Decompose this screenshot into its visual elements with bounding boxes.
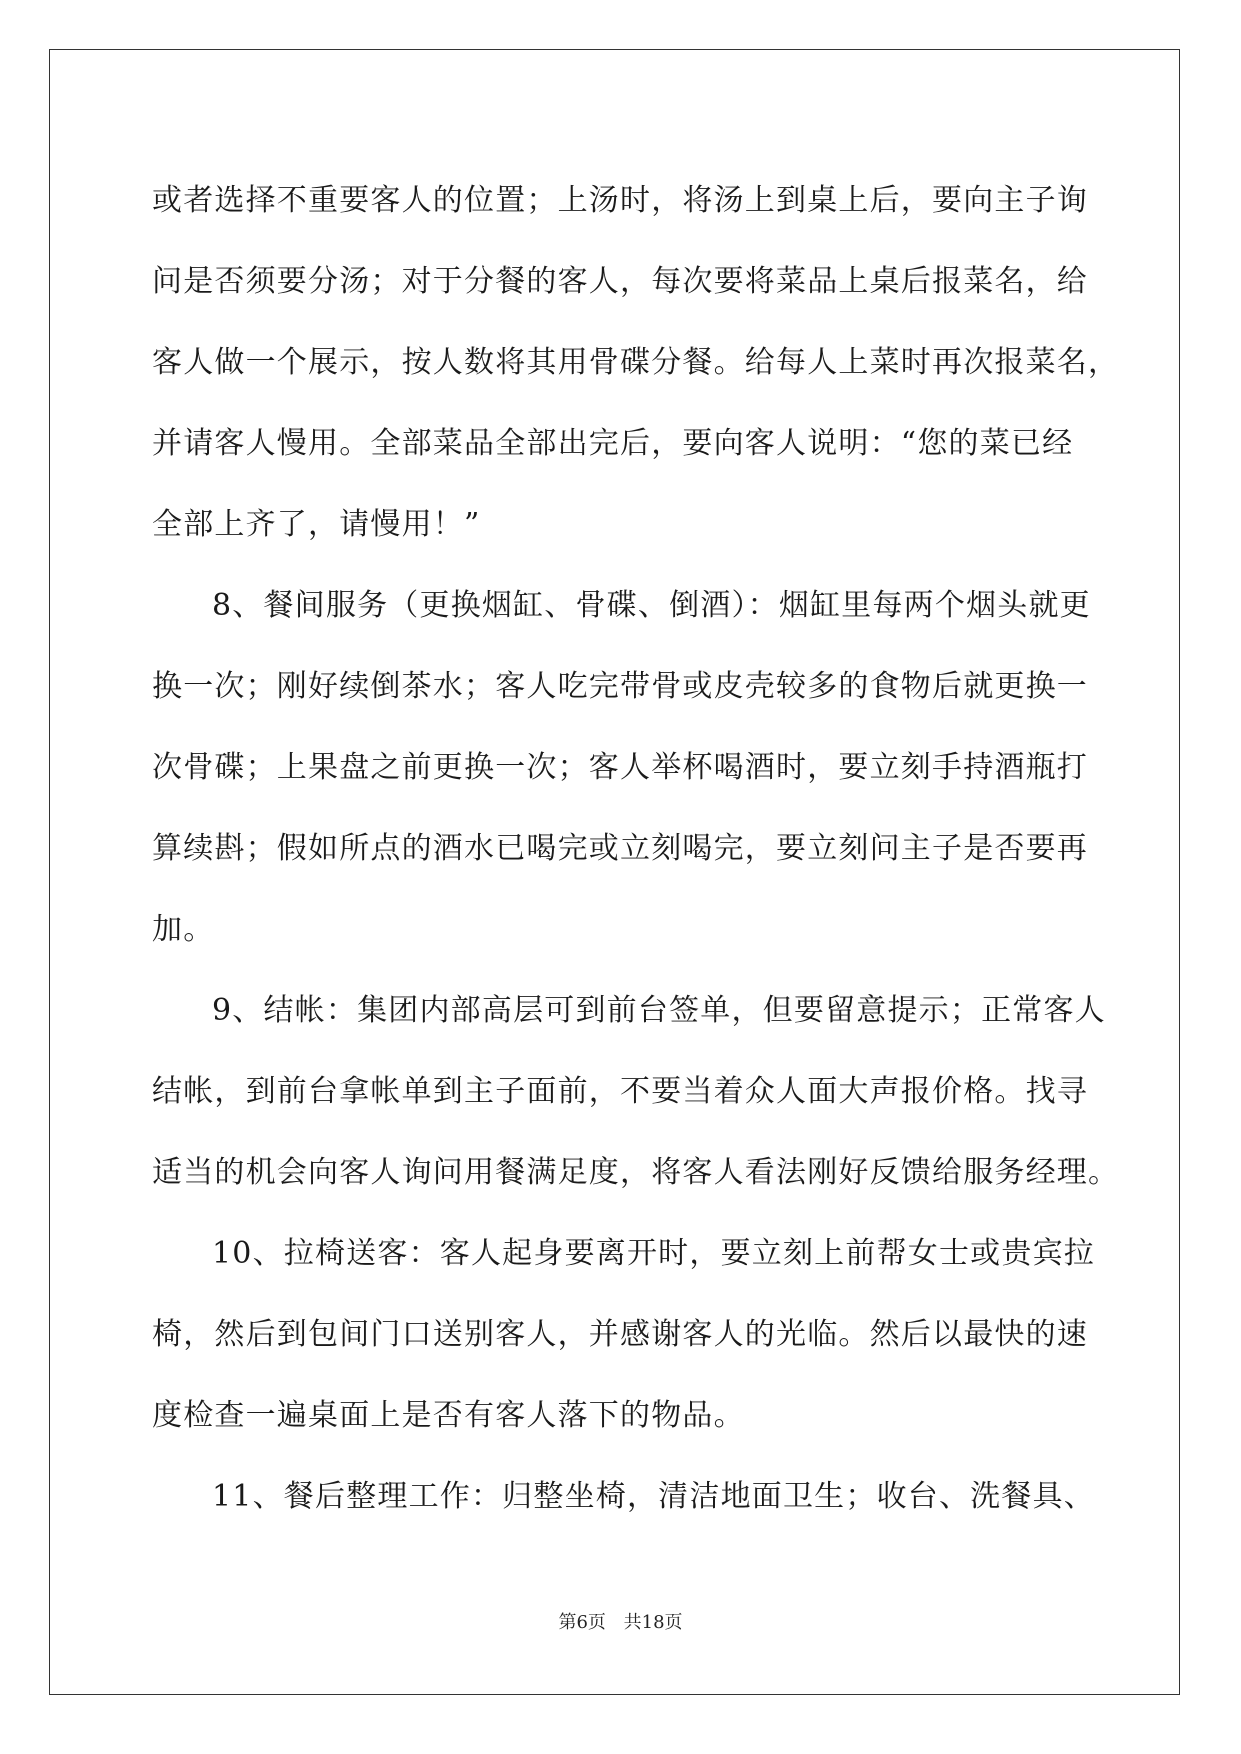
text-line: 并请客人慢用。全部菜品全部出完后，要向客人说明：“您的菜已经 [152,426,1074,461]
text-line: 椅，然后到包间门口送别客人，并感谢客人的光临。然后以最快的速 [152,1317,1088,1352]
text-line: 11、餐后整理工作：归整坐椅，清洁地面卫生；收台、洗餐具、 [212,1479,1095,1514]
text-line: 换一次；刚好续倒茶水；客人吃完带骨或皮壳较多的食物后就更换一 [152,669,1088,704]
text-line: 结帐，到前台拿帐单到主子面前，不要当着众人面大声报价格。找寻 [152,1074,1088,1109]
page-footer [0,1608,1241,1634]
text-line: 算续斟；假如所点的酒水已喝完或立刻喝完，要立刻问主子是否要再 [152,831,1088,866]
text-line: 或者选择不重要客人的位置；上汤时，将汤上到桌上后，要向主子询 [152,183,1088,218]
text-line: 全部上齐了，请慢用！” [152,507,481,542]
text-line: 客人做一个展示，按人数将其用骨碟分餐。给每人上菜时再次报菜名， [152,345,1120,380]
text-line: 9、结帐：集团内部高层可到前台签单，但要留意提示；正常客人 [212,993,1106,1028]
text-line: 加。 [152,912,215,947]
text-line: 度检查一遍桌面上是否有客人落下的物品。 [152,1398,745,1433]
text-line: 8、餐间服务（更换烟缸、骨碟、倒酒）：烟缸里每两个烟头就更 [212,588,1091,623]
text-line: 适当的机会向客人询问用餐满足度，将客人看法刚好反馈给服务经理。 [152,1155,1120,1190]
text-line: 10、拉椅送客：客人起身要离开时，要立刻上前帮女士或贵宾拉 [212,1236,1095,1271]
page-number: 第6页 [558,1612,606,1633]
page-total: 共18页 [623,1612,683,1633]
text-line: 问是否须要分汤；对于分餐的客人，每次要将菜品上桌后报菜名，给 [152,264,1088,299]
document-body [152,160,1120,1537]
text-line: 次骨碟；上果盘之前更换一次；客人举杯喝酒时，要立刻手持酒瓶打 [152,750,1088,785]
